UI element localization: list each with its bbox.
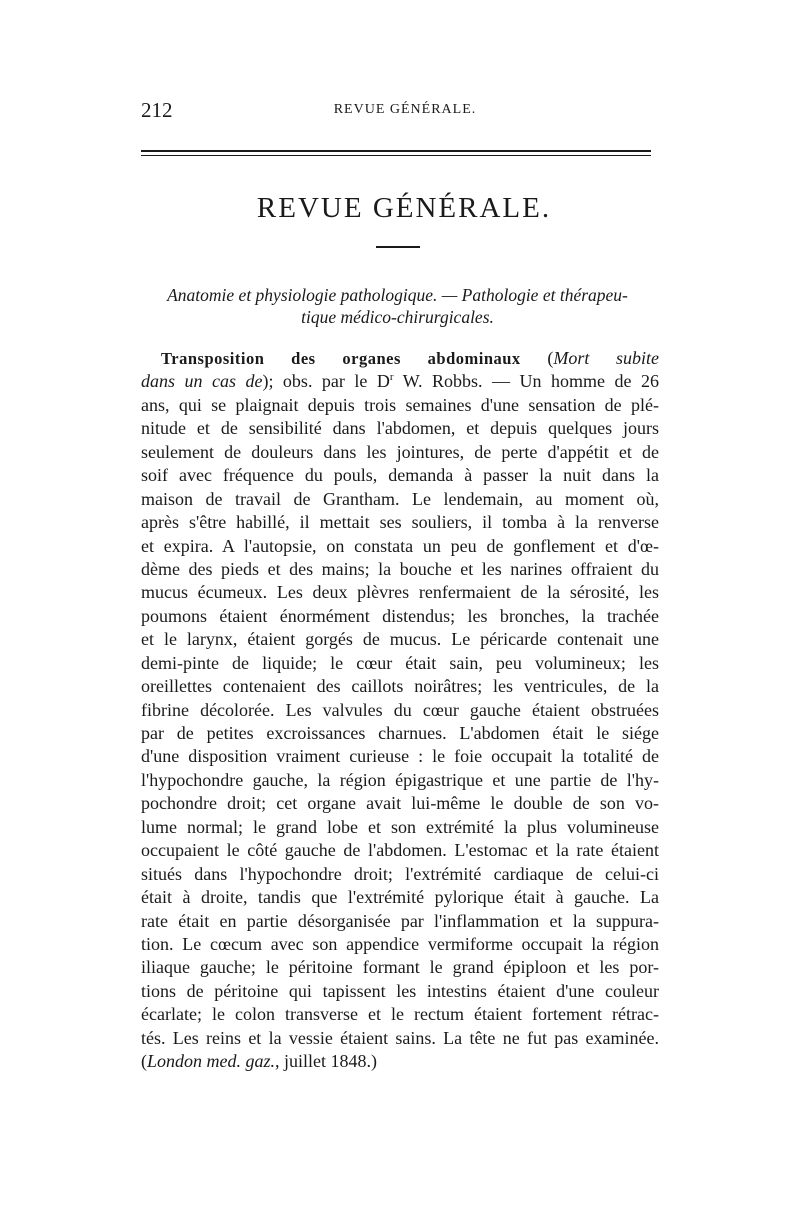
body-line: rate était en partie désorganisée par l'inflammation et la suppura- (141, 910, 659, 931)
article-citation-b: W. Robbs. — Un homme de 26 (393, 371, 659, 392)
article-headword: Transposition des organes abdominaux (161, 349, 521, 368)
body-line: ans, qui se plaignait depuis trois semaines d'une sensation de plé- (141, 394, 659, 415)
body-line: pochondre droit; cet organe avait lui-même le double de son vo- (141, 793, 659, 814)
body-line: lume normal; le grand lobe et son extrémité la plus volumineuse (141, 816, 659, 837)
source-journal: London med. gaz. (147, 1051, 276, 1072)
body-line: mucus écumeux. Les deux plèvres renfermaient de la sérosité, les (141, 582, 659, 603)
body-line: situés dans l'hypochondre droit; l'extrémité cardiaque de celui-ci (141, 863, 659, 884)
article-subject-italic: Mort subite (553, 348, 659, 368)
title-divider (376, 246, 420, 248)
body-line: soif avec fréquence du pouls, demanda à passer la nuit dans la (141, 465, 659, 486)
body-line: et expira. A l'autopsie, on constata un peu de gonflement et d'œ- (141, 535, 659, 556)
body-line: après s'être habillé, il mettait ses souliers, il tomba à la renverse (141, 512, 659, 533)
source-paren: ( (141, 1051, 147, 1072)
paren-open: ( (520, 348, 554, 368)
body-line: maison de travail de Grantham. Le lendemain, au moment où, (141, 488, 659, 509)
header-rule-thick (141, 150, 651, 152)
body-line: tion. Le cœcum avec son appendice vermiforme occupait la région (141, 933, 659, 954)
article-citation-sup: r (389, 371, 394, 384)
body-line: oreillettes contenaient des caillots noirâtres; les ventricules, de la (141, 676, 659, 697)
running-title: REVUE GÉNÉRALE. (333, 102, 477, 117)
section-subtitle (141, 284, 654, 328)
body-line: d'une disposition vraiment curieuse : le foie occupait la totalité de (141, 746, 659, 767)
body-line: tés. Les reins et la vessie étaient sains. La tête ne fut pas examinée. (141, 1027, 659, 1048)
body-line: occupaient le côté gauche de l'abdomen. L'estomac et la rate étaient (141, 840, 659, 861)
article-citation-a: ); obs. par le D (262, 371, 390, 392)
article-source-line (141, 1050, 659, 1073)
running-head (141, 98, 649, 122)
header-rule-thin (141, 155, 651, 156)
article-line-1 (141, 347, 659, 370)
body-line: l'hypochondre gauche, la région épigastrique et une partie de l'hy- (141, 769, 659, 790)
article-subject-italic-2: dans un cas de (141, 371, 263, 392)
body-line: dème des pieds et des mains; la bouche et les narines offraient du (141, 558, 659, 579)
source-date: , juillet 1848.) (275, 1051, 378, 1072)
subtitle-line-1: Anatomie et physiologie pathologique. — Pathologie et thérapeu- (167, 285, 628, 305)
section-title: REVUE GÉNÉRALE. (256, 192, 552, 224)
body-line: tions de péritoine qui tapissent les intestins étaient d'une couleur (141, 980, 659, 1001)
body-line: demi-pinte de liquide; le cœur était sain, peu volumineux; les (141, 652, 659, 673)
body-line: et le larynx, étaient gorgés de mucus. Le péricarde contenait une (141, 629, 659, 650)
body-line: nitude et de sensibilité dans l'abdomen, et depuis quelques jours (141, 418, 659, 439)
page-number: 212 (141, 98, 173, 122)
article-body (141, 347, 659, 1074)
body-line: par de petites excroissances charnues. L'abdomen était le siége (141, 723, 659, 743)
body-line: iliaque gauche; le péritoine formant le grand épiploon et les por- (141, 957, 659, 978)
article-line-2 (141, 370, 659, 393)
body-line: était à droite, tandis que l'extrémité pylorique était à gauche. La (141, 887, 659, 908)
subtitle-line-2: tique médico-chirurgicales. (301, 307, 494, 327)
body-line: écarlate; le colon transverse et le rectum étaient fortement rétrac- (141, 1004, 659, 1025)
body-line: fibrine décolorée. Les valvules du cœur gauche étaient obstruées (141, 699, 659, 720)
body-line: seulement de douleurs dans les jointures, de perte d'appétit et de (141, 441, 659, 462)
body-line: poumons étaient énormément distendus; les bronches, la trachée (141, 605, 659, 626)
